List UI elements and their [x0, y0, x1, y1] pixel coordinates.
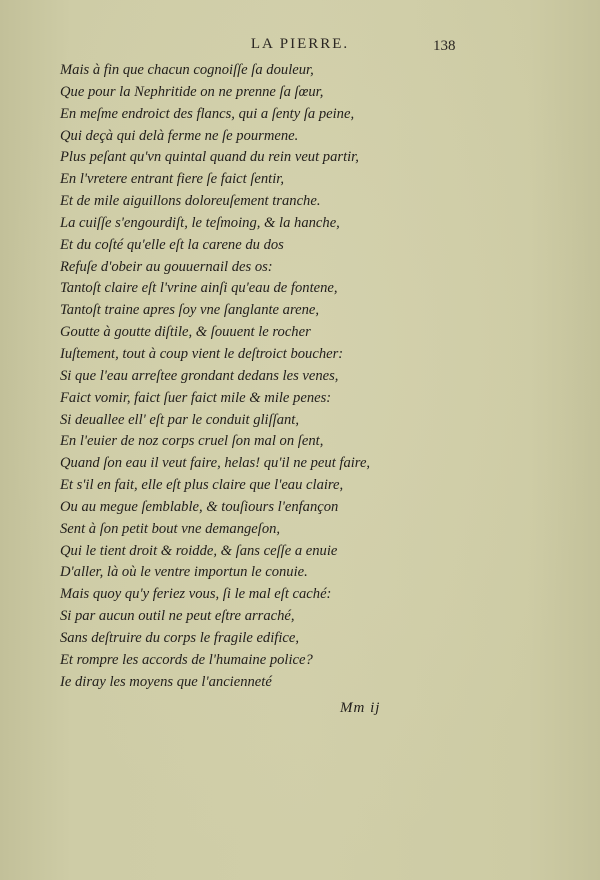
verse-line: Iuſtement, tout à coup vient le deſtroict boucher: — [60, 345, 344, 362]
verse-line: Tantoſt claire eſt l'vrine ainſi qu'eau de fontene, — [60, 280, 338, 297]
verse-line: Ou au megue ſemblable, & touſiours l'enfançon — [60, 498, 339, 515]
verse-line: Mais quoy qu'y feriez vous, ſi le mal eſt caché: — [60, 586, 332, 603]
verse-line: Qui le tient droit & roidde, & ſans ceſſe a enuie — [60, 542, 338, 559]
verse-line: Et rompre les accords de l'humaine police? — [60, 651, 313, 668]
running-head: LA PIERRE. — [250, 36, 350, 52]
verse-line: La cuiſſe s'engourdiſt, le teſmoing, & la hanche, — [60, 214, 340, 231]
verse-line: Quand ſon eau il veut faire, helas! qu'il ne peut faire, — [60, 455, 371, 472]
verse-line: Qui deçà qui delà ferme ne ſe pourmene. — [60, 127, 299, 144]
verse-line: Tantoſt traine apres ſoy vne ſanglante arene, — [60, 302, 320, 319]
verse-line: En l'euier de noz corps cruel ſon mal on ſent, — [60, 433, 324, 450]
verse-line: Mais à fin que chacun cognoiſſe ſa douleur, — [60, 62, 314, 78]
verse-line: Que pour la Nephritide on ne prenne ſa ſœur, — [60, 83, 324, 100]
verse-line: D'aller, là où le ventre importun le conuie. — [60, 564, 308, 581]
verse-line: Faict vomir, faict ſuer faict mile & mile penes: — [60, 389, 332, 406]
verse-line: Et de mile aiguillons doloreuſement tranche. — [60, 193, 321, 210]
verse-line: Plus peſant qu'vn quintal quand du rein veut partir, — [60, 149, 359, 166]
verse-line: Sans deſtruire du corps le fragile edifice, — [60, 629, 300, 646]
verse-line: Si par aucun outil ne peut eſtre arraché, — [60, 608, 295, 625]
signature-mark: Mm ij — [340, 700, 381, 716]
verse-line: Ie diray les moyens que l'ancienneté — [60, 673, 272, 690]
verse-line: Si que l'eau arreſtee grondant dedans les venes, — [60, 367, 339, 384]
verse-line: Et s'il en fait, elle eſt plus claire que l'eau claire, — [60, 477, 344, 494]
verse-line: Goutte à goutte diſtile, & ſouuent le rocher — [60, 324, 311, 341]
page-number: 138 — [433, 38, 456, 54]
verse-line: En l'vretere entrant fiere ſe faict ſentir, — [60, 171, 284, 188]
poem-text — [60, 60, 420, 693]
verse-line: Si deuallee ell' eſt par le conduit gliſſant, — [60, 411, 300, 428]
verse-line: Sent à ſon petit bout vne demangeſon, — [60, 520, 281, 537]
verse-line: Et du coſté qu'elle eſt la carene du dos — [60, 236, 284, 253]
verse-line: En meſme endroict des flancs, qui a ſenty ſa peine, — [60, 105, 355, 122]
verse-line: Refuſe d'obeir au gouuernail des os: — [60, 258, 273, 275]
